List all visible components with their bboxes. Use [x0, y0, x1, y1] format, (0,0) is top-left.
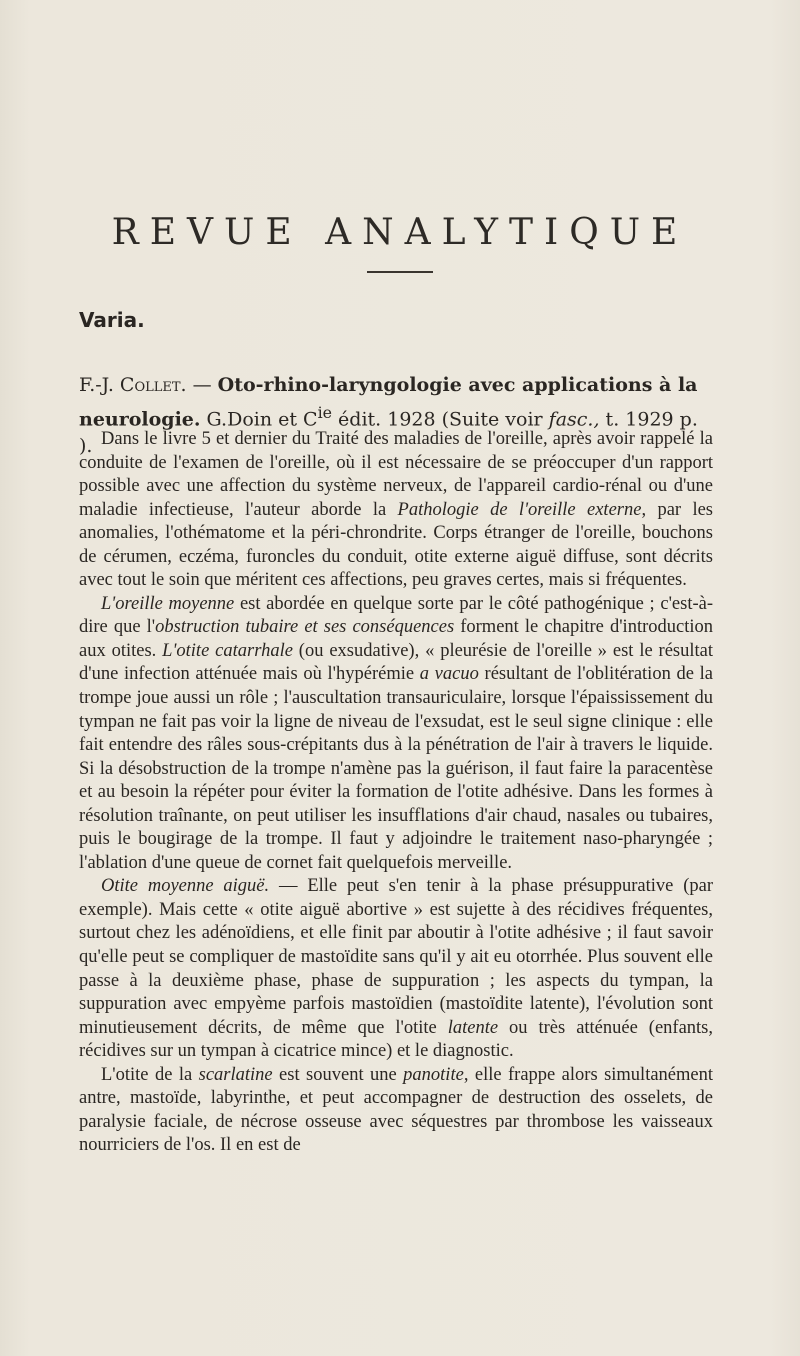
- paragraph: [79, 875, 713, 1063]
- italic-run: latente: [447, 1017, 499, 1038]
- paragraph: [79, 1064, 713, 1158]
- reference-fasc: fasc.,: [548, 408, 600, 431]
- text-run: est souvent une: [272, 1064, 404, 1085]
- reference-publisher-sup: ie: [317, 403, 332, 422]
- title-rule: [367, 271, 433, 273]
- section-heading: Varia.: [79, 308, 145, 332]
- italic-run: a vacuo: [419, 664, 479, 685]
- page-title: REVUE ANALYTIQUE: [111, 212, 689, 253]
- italic-run: scarlatine: [198, 1064, 273, 1085]
- text-run: — Elle peut s'en tenir à la phase présuppurative (par exemple). Mais cette « otite aiguë abortive » est sujette à des récidives fréquentes, surtout chez les adénoïdiens, et elle finit par aboutir à l'otite adhésive ; il faut savoir qu'elle peut se compliquer de mastoïdite sans qu'il y ait eu otorrhée. Plus souvent elle passe à la deuxième phase, phase de suppuration ; les aspects du tympan, la suppuration avec empyème parfois mastoïdien (mastoïdite latente), l'évolution sont minutieusement décrits, de même que l'otite: [79, 876, 713, 1038]
- text-run: , elle frappe alors simultanément antre, mastoïde, labyrinthe, et peut accompagner de destruction des osselets, de paralysie faciale, de nécrose osseuse avec séquestres par thrombose les vaisseaux nourriciers de l'os. Il en est de: [79, 1064, 713, 1156]
- italic-run: Otite moyenne aiguë.: [101, 876, 270, 897]
- reference-publisher: G.Doin et C: [200, 408, 318, 431]
- reference-author: F.-J. Collet.: [79, 374, 187, 396]
- reference-dash: —: [186, 374, 218, 396]
- text-run: résultant de l'oblitération de la trompe joue aussi un rôle ; l'auscultation transauriculaire, lorsque l'épaississement du tympan ne fait pas voir la ligne de niveau de l'exsudat, est le seul signe clinique : elle fait entendre des râles sous-crépitants dus à la pénétration de l'air à travers le liquide. Si la désobstruction de la trompe n'amène pas la guérison, il faut faire la paracentèse et au besoin la répéter pour éviter la formation de l'otite adhésive. Dans les formes à résolution traînante, on peut utiliser les insufflations d'air chaud, nasales ou tubaires, puis le bougirage de la trompe. Il faut y adjoindre le traitement naso-pharyngée ; l'ablation d'une queue de cornet fait quelquefois merveille.: [79, 664, 713, 873]
- italic-run: obstruction tubaire et ses conséquences: [155, 617, 455, 638]
- italic-run: L'oreille moyenne: [101, 593, 235, 614]
- text-run: forment le chapitre d'introduction aux otites.: [79, 617, 713, 661]
- text-run: est abordée en quelque sorte par le côté pathogénique ; c'est-à-dire que l': [79, 593, 713, 638]
- reference-title: Oto-rhino-laryngologie avec applications à la neurologie.: [79, 374, 698, 431]
- reference-tail: t. 1929 p. ).: [79, 408, 698, 458]
- text-run: ou très atténuée (enfants, récidives sur un tympan à cicatrice mince) et le diagnostic.: [79, 1017, 713, 1062]
- text-run: L'otite de la: [101, 1064, 199, 1085]
- text-run: Dans le livre 5 et dernier du Traité des maladies de l'oreille, après avoir rappelé la conduite de l'examen de l'oreille, où il est nécessaire de se préoccuper d'un rapport possible avec une affection du système nerveux, de l'appareil cardio-rénal ou d'une maladie infectieuse, l'auteur aborde la: [79, 429, 713, 520]
- text-run: , par les anomalies, l'othématome et la péri-chrondrite. Corps étranger de l'oreille, bouchons de cérumen, eczéma, furoncles du conduit, otite externe aiguë diffuse, sont décrits avec tout le soin que méritent ces affections, peu graves certes, mais si fréquentes.: [79, 499, 713, 591]
- reference-edition: édit. 1928 (Suite voir: [332, 408, 549, 431]
- paragraph: [79, 428, 713, 593]
- text-run: (ou exsudative), « pleurésie de l'oreille » est le résultat d'une infection atténuée mais où l'hypérémie: [79, 640, 713, 685]
- italic-run: L'otite catarrhale: [162, 640, 293, 661]
- review-body: [79, 428, 713, 1158]
- paragraph: [79, 593, 713, 876]
- italic-run: Pathologie de l'oreille externe: [397, 499, 642, 520]
- italic-run: panotite: [403, 1064, 464, 1085]
